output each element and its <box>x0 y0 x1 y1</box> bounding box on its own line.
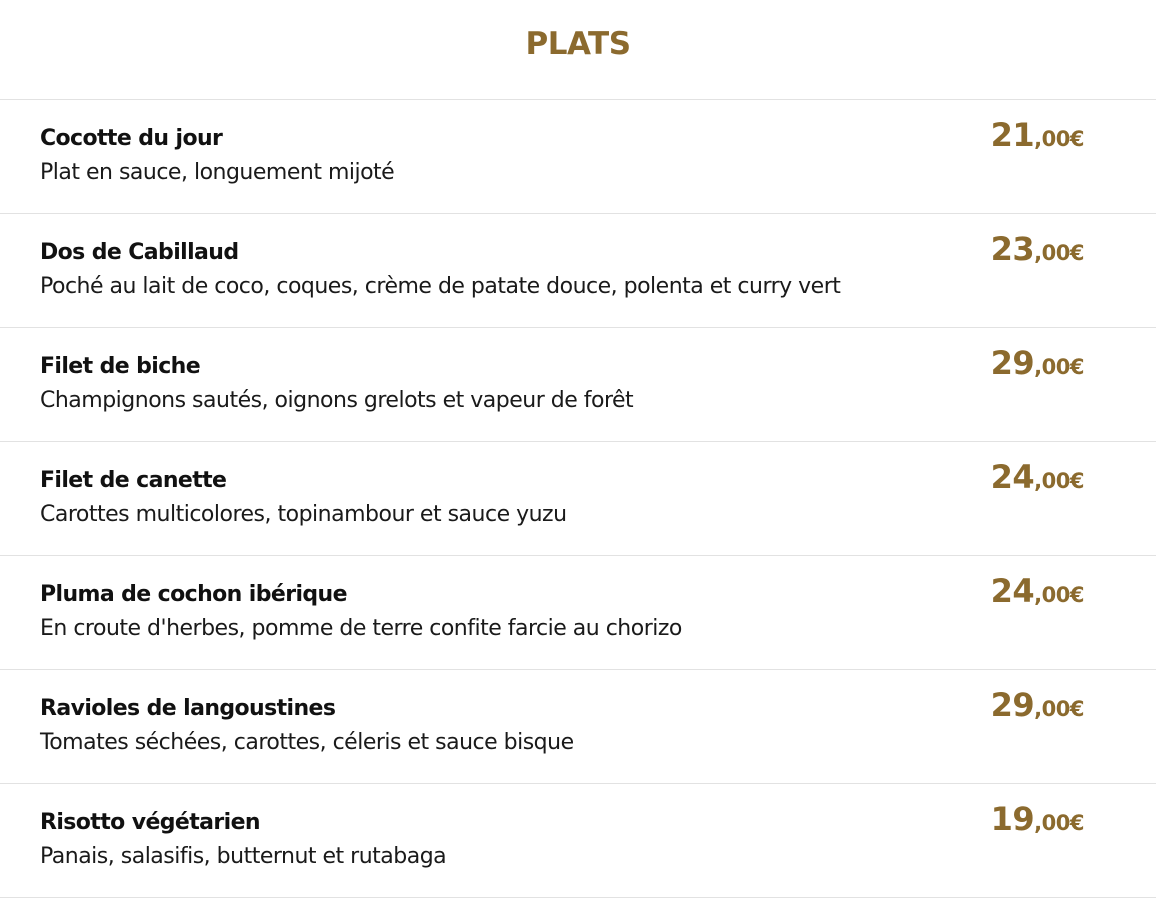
dish-description: Champignons sautés, oignons grelots et vapeur de forêt <box>40 388 634 413</box>
dish-price <box>991 800 1084 838</box>
price-decimal: ,00€ <box>1034 127 1084 151</box>
price-integer: 29 <box>990 344 1035 382</box>
section-title: PLATS <box>0 0 1156 100</box>
menu-list <box>0 100 1156 898</box>
price-decimal: ,00€ <box>1034 355 1084 379</box>
menu-item <box>0 328 1156 442</box>
dish-name: Dos de Cabillaud <box>40 240 239 265</box>
dish-description: En croute d'herbes, pomme de terre confite farcie au chorizo <box>40 616 682 641</box>
price-decimal: ,00€ <box>1034 583 1084 607</box>
price-integer: 21 <box>990 116 1035 154</box>
price-decimal: ,00€ <box>1034 811 1084 835</box>
dish-name: Ravioles de langoustines <box>40 696 336 721</box>
dish-name: Filet de biche <box>40 354 201 379</box>
dish-price <box>991 458 1084 496</box>
dish-price <box>991 344 1084 382</box>
menu-item <box>0 784 1156 898</box>
price-integer: 24 <box>990 458 1035 496</box>
menu-item <box>0 670 1156 784</box>
price-integer: 19 <box>990 800 1035 838</box>
menu-item <box>0 214 1156 328</box>
price-integer: 24 <box>990 572 1035 610</box>
dish-price <box>991 572 1084 610</box>
dish-description: Carottes multicolores, topinambour et sauce yuzu <box>40 502 567 527</box>
dish-name: Cocotte du jour <box>40 126 223 151</box>
price-integer: 23 <box>990 230 1035 268</box>
price-integer: 29 <box>990 686 1035 724</box>
price-decimal: ,00€ <box>1034 469 1084 493</box>
dish-price <box>991 686 1084 724</box>
menu-item <box>0 556 1156 670</box>
dish-description: Plat en sauce, longuement mijoté <box>40 160 395 185</box>
menu-item <box>0 442 1156 556</box>
price-decimal: ,00€ <box>1034 697 1084 721</box>
dish-name: Risotto végétarien <box>40 810 260 835</box>
dish-description: Panais, salasifis, butternut et rutabaga <box>40 844 447 869</box>
dish-description: Tomates séchées, carottes, céleris et sauce bisque <box>40 730 574 755</box>
dish-price <box>991 116 1084 154</box>
price-decimal: ,00€ <box>1034 241 1084 265</box>
menu-item <box>0 100 1156 214</box>
dish-description: Poché au lait de coco, coques, crème de patate douce, polenta et curry vert <box>40 274 841 299</box>
dish-price <box>991 230 1084 268</box>
dish-name: Pluma de cochon ibérique <box>40 582 347 607</box>
dish-name: Filet de canette <box>40 468 227 493</box>
